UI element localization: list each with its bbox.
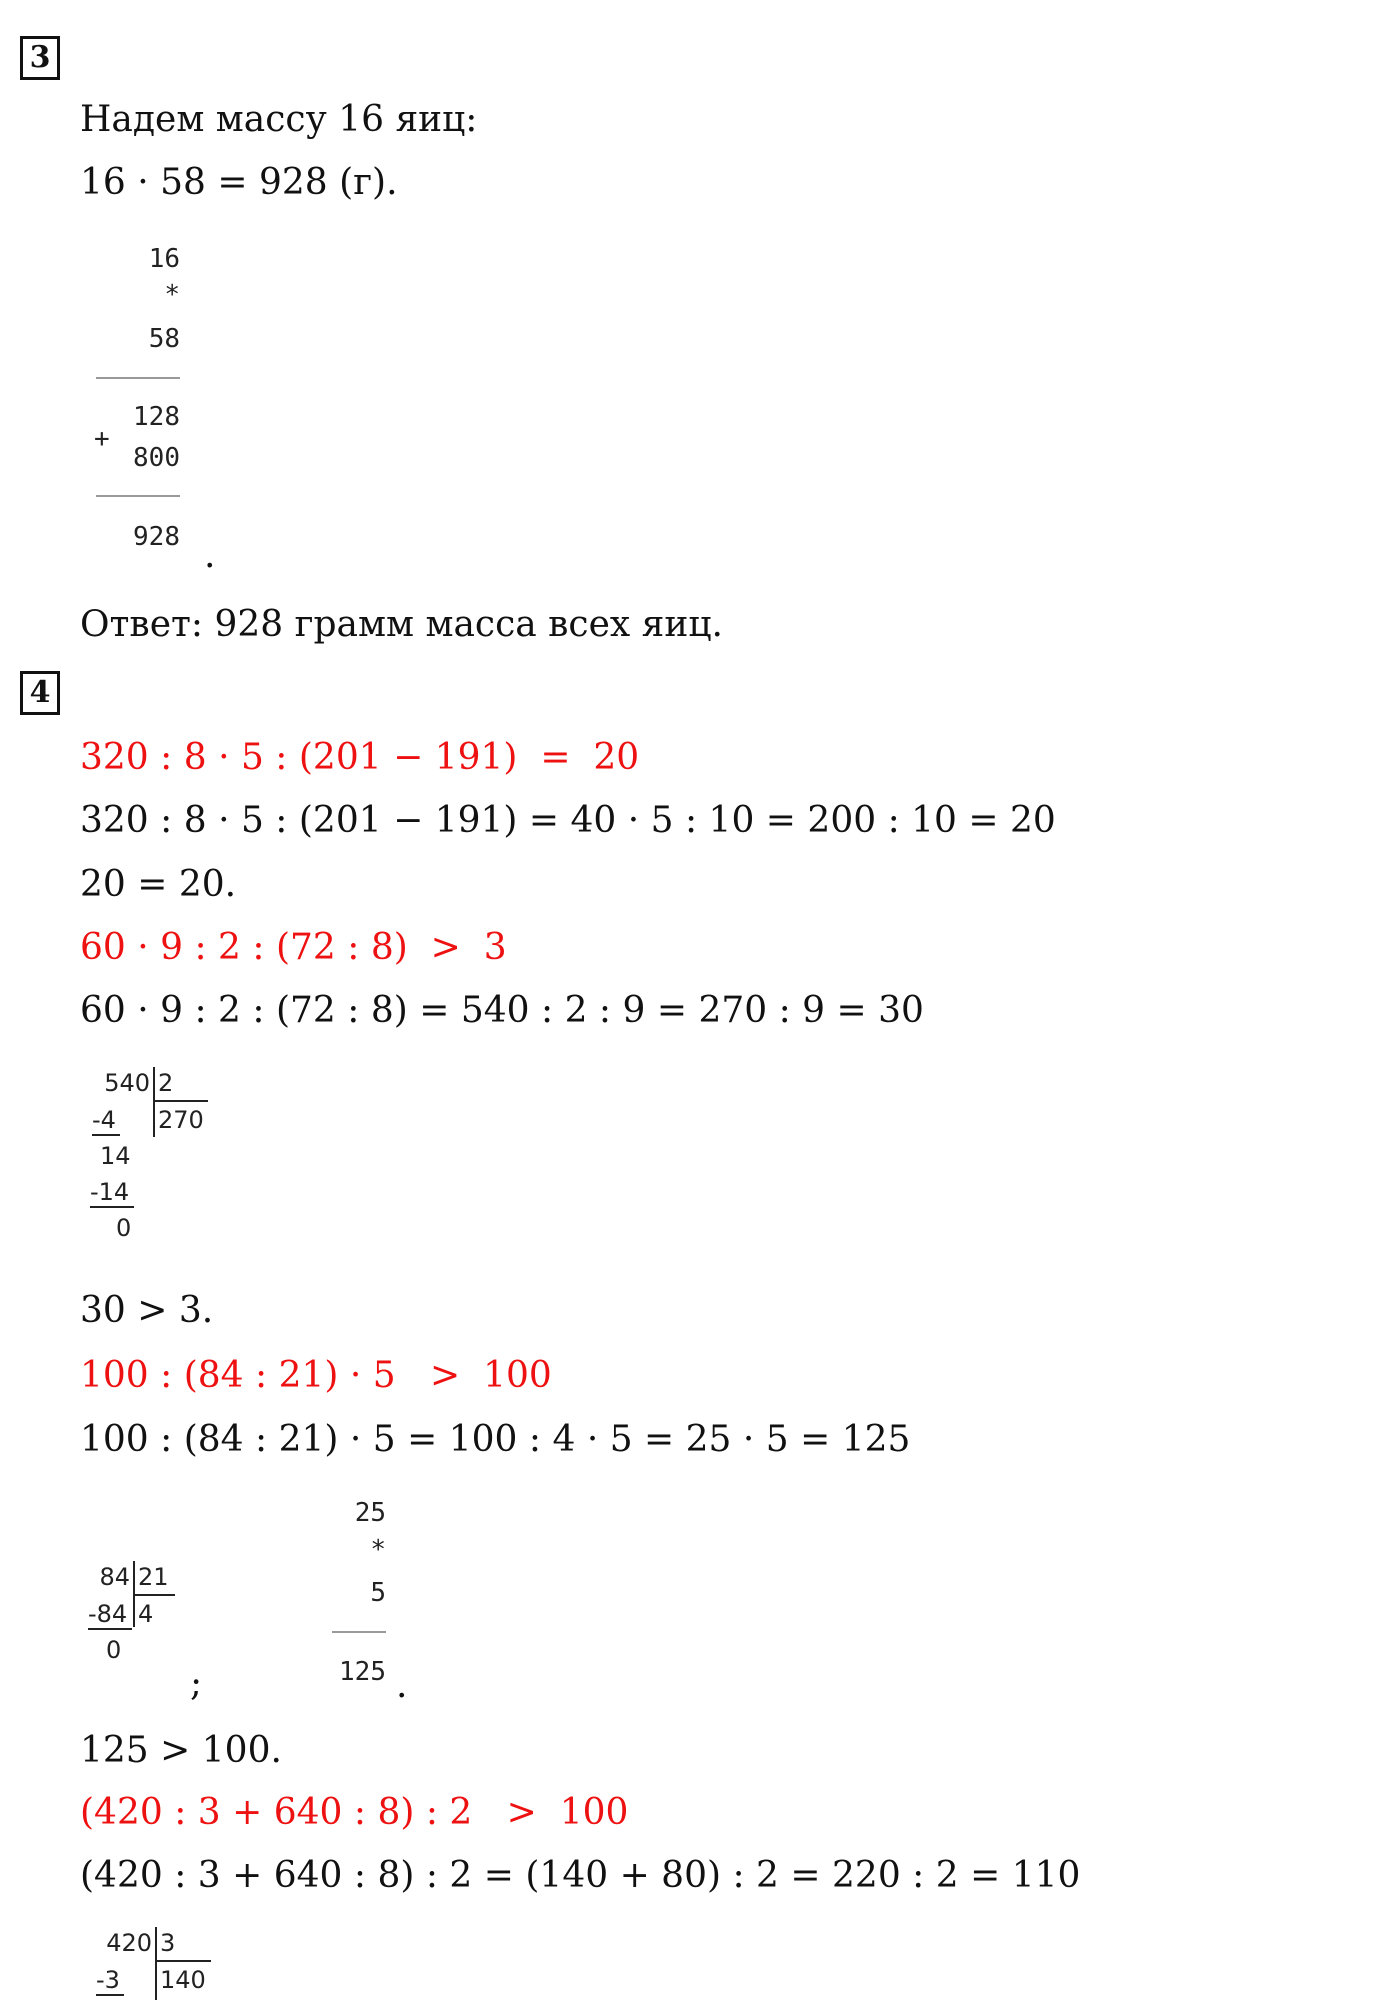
mult-operand-b: 58 [148,324,180,354]
quotient-rule [155,1960,211,1962]
division-remainder-1: 14 [100,1142,131,1170]
sum-rule [96,495,180,497]
problem3-answer: Ответ: 928 грамм масса всех яиц. [80,604,723,645]
subtract-rule-1 [96,1994,124,1996]
problem-number-4: 4 [20,671,60,715]
task-expression-1: 320 : 8 · 5 : (201 − 191) = 20 [80,737,640,778]
quotient-rule [153,1100,208,1102]
division-subtract-1: -3 [96,1966,120,1994]
mult-plus-sign: + [94,424,110,454]
division-dividend: 540 [104,1069,150,1097]
conclusion-1: 20 = 20. [80,864,237,905]
problem3-equation: 16 · 58 = 928 (г). [80,162,398,203]
mult-end-period: . [204,535,216,576]
mult-rule [332,1631,386,1633]
division-bar [155,1927,157,2000]
separator-semicolon: ; [190,1663,203,1704]
division-divisor: 21 [138,1563,169,1591]
mult-result: 125 [339,1657,386,1687]
division-remainder-1: 0 [106,1636,122,1664]
division-dividend: 84 [99,1563,130,1591]
mult-operand-a: 16 [148,244,180,274]
division-dividend: 420 [106,1929,152,1957]
mult-result: 928 [133,522,180,552]
mult-operand-b: 5 [370,1578,386,1608]
mult-end-period: . [396,1665,408,1706]
mult-partial-1: 128 [133,402,180,432]
solution-line-2: 60 · 9 : 2 : (72 : 8) = 540 : 2 : 9 = 270 : 9 = 30 [80,990,924,1031]
problem3-intro: Надем массу 16 яиц: [80,99,478,140]
division-quotient: 4 [138,1600,154,1628]
conclusion-2: 30 > 3. [80,1290,214,1331]
task-expression-2: 60 · 9 : 2 : (72 : 8) > 3 [80,927,507,968]
subtract-rule-1 [88,1628,132,1630]
solution-line-3: 100 : (84 : 21) · 5 = 100 : 4 · 5 = 25 · 5 = 125 [80,1419,911,1460]
division-quotient: 270 [158,1106,204,1134]
division-subtract-1: -84 [88,1600,128,1628]
mult-operand-a: 25 [354,1498,386,1528]
division-bar [153,1067,155,1137]
division-divisor: 2 [158,1069,174,1097]
division-subtract-2: -14 [90,1178,130,1206]
mult-operator: * [370,1535,386,1565]
problem-number-3: 3 [20,36,60,80]
quotient-rule [133,1594,175,1596]
solution-line-1: 320 : 8 · 5 : (201 − 191) = 40 · 5 : 10 = 200 : 10 = 20 [80,800,1056,841]
solution-line-4: (420 : 3 + 640 : 8) : 2 = (140 + 80) : 2 = 220 : 2 = 110 [80,1855,1081,1896]
subtract-rule-1 [92,1134,120,1136]
task-expression-4: (420 : 3 + 640 : 8) : 2 > 100 [80,1792,629,1833]
division-divisor: 3 [160,1929,176,1957]
conclusion-3: 125 > 100. [80,1730,282,1771]
task-expression-3: 100 : (84 : 21) · 5 > 100 [80,1355,552,1396]
subtract-rule-2 [90,1206,134,1208]
mult-partial-2: 800 [133,443,180,473]
division-subtract-1: -4 [92,1106,116,1134]
division-remainder-2: 0 [116,1214,132,1242]
division-quotient: 140 [160,1966,206,1994]
mult-rule [96,377,180,379]
mult-operator: * [164,280,180,310]
